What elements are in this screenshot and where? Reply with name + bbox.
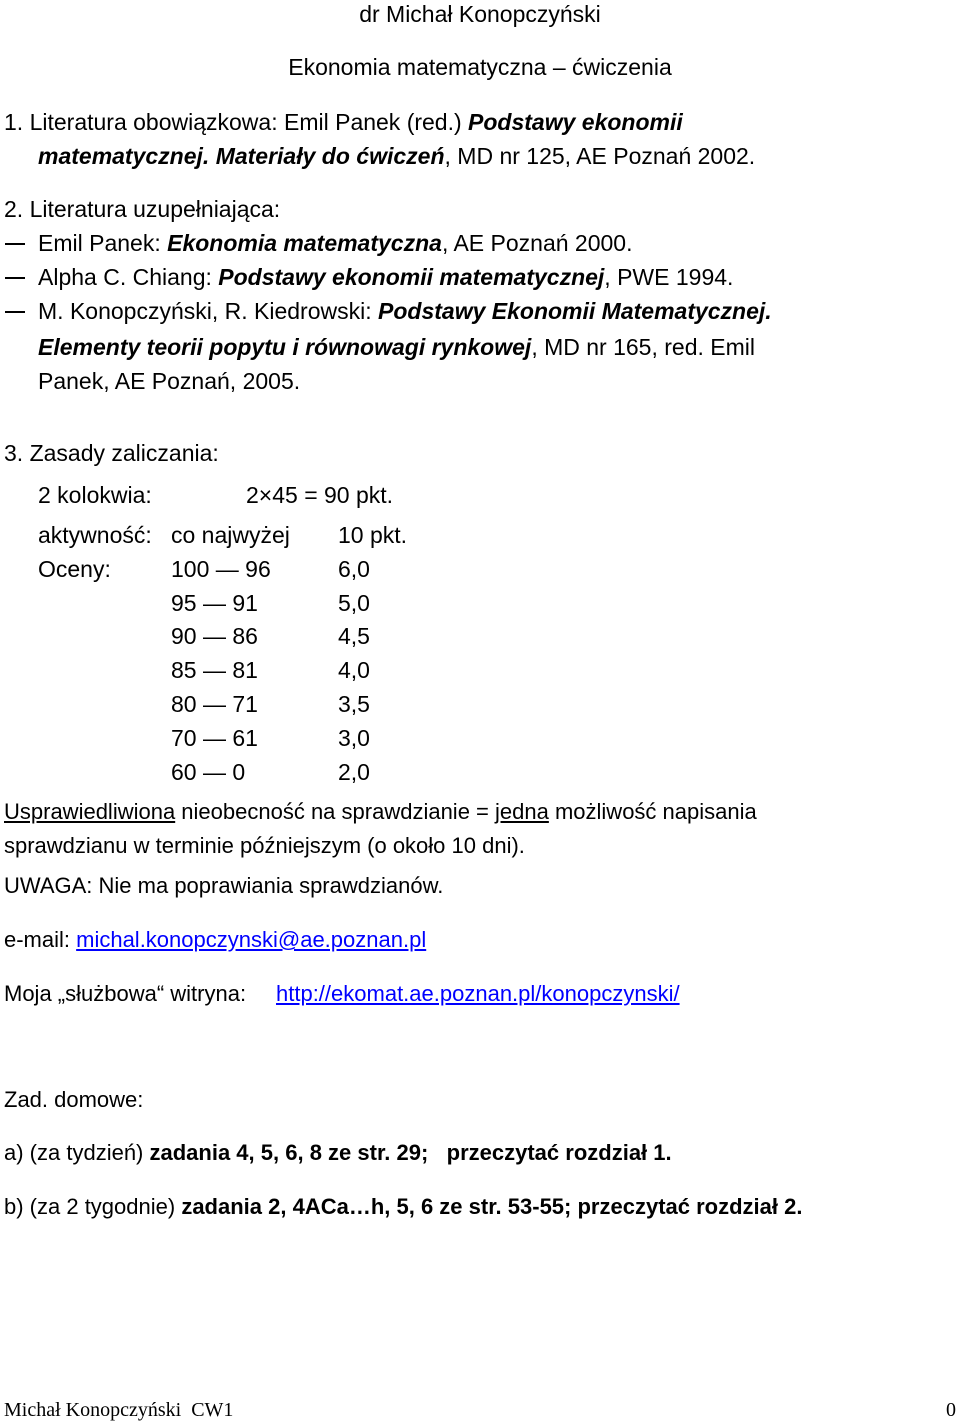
site-link-wrap: [276, 983, 680, 1005]
footer-left: Michał Konopczyński CW1: [4, 1399, 234, 1421]
required-literature-rest: , MD nr 125, AE Poznań 2002.: [444, 143, 756, 169]
absence-rule-cont: sprawdzianu w terminie późniejszym (o około 10 dni).: [4, 833, 525, 858]
grade-value: 3,0: [338, 725, 370, 751]
grade-value: 6,0: [338, 556, 370, 582]
absence-rule: [4, 801, 757, 823]
homework-b-lead: b) (za 2 tygodnie): [4, 1194, 182, 1219]
list-item: [38, 266, 733, 289]
grade-value: 4,5: [338, 623, 370, 649]
required-literature-lead: 1. Literatura obowiązkowa: Emil Panek (red.): [4, 109, 469, 135]
aktywnosc-mid: co najwyżej: [171, 522, 290, 548]
list-dash-icon: [5, 243, 25, 245]
grade-range: 80 — 71: [171, 691, 258, 717]
required-literature: [4, 111, 683, 134]
list-item-cont: Panek, AE Poznań, 2005.: [38, 368, 301, 394]
email-line: [4, 929, 426, 951]
grade-value: 5,0: [338, 590, 370, 616]
grade-value: 4,0: [338, 657, 370, 683]
item-title: Ekonomia matematyczna: [167, 230, 442, 256]
homework-a: [4, 1142, 672, 1164]
required-literature-title-a: Podstawy ekonomii: [468, 109, 683, 135]
item-rest: , AE Poznań 2000.: [441, 230, 633, 256]
grade-value: 3,5: [338, 691, 370, 717]
absence-end: możliwość napisania: [548, 799, 757, 824]
supplementary-heading: 2. Literatura uzupełniająca:: [4, 196, 281, 222]
item-title: Podstawy ekonomii matematycznej: [218, 264, 605, 290]
list-item: [38, 300, 772, 323]
site-link[interactable]: http://ekomat.ae.poznan.pl/konopczynski/: [276, 981, 680, 1006]
item-title-2: Elementy teorii popytu i równowagi rynkowej: [38, 334, 532, 360]
aktywnosc-label: aktywność:: [38, 522, 152, 548]
item-author: Alpha C. Chiang:: [38, 264, 219, 290]
kolokwia-value: 2×45 = 90 pkt.: [246, 482, 394, 508]
grade-range: 100 — 96: [171, 556, 271, 582]
list-item-cont: [38, 336, 755, 359]
grade-range: 85 — 81: [171, 657, 258, 683]
list-dash-icon: [5, 311, 25, 313]
oceny-label: Oceny:: [38, 556, 111, 582]
site-label: Moja „służbowa“ witryna:: [4, 981, 247, 1006]
item-author: M. Konopczyński, R. Kiedrowski:: [38, 298, 379, 324]
item-author: Emil Panek:: [38, 230, 168, 256]
item-rest-2: , MD nr 165, red. Emil: [531, 334, 755, 360]
item-rest: , PWE 1994.: [604, 264, 734, 290]
grade-range: 70 — 61: [171, 725, 258, 751]
list-dash-icon: [5, 277, 25, 279]
email-link[interactable]: michal.konopczynski@ae.poznan.pl: [76, 927, 427, 952]
grade-range: 90 — 86: [171, 623, 258, 649]
kolokwia-label: 2 kolokwia:: [38, 482, 152, 508]
list-item: [38, 232, 632, 255]
warning-text: UWAGA: Nie ma poprawiania sprawdzianów.: [4, 873, 444, 898]
item-title: Podstawy Ekonomii Matematycznej.: [378, 298, 772, 324]
homework-b: [4, 1196, 802, 1218]
homework-heading: Zad. domowe:: [4, 1087, 144, 1112]
absence-mid: nieobecność na sprawdzianie =: [175, 799, 496, 824]
grade-range: 95 — 91: [171, 590, 258, 616]
grade-range: 60 — 0: [171, 759, 246, 785]
absence-underlined-1: Usprawiedliwiona: [4, 799, 176, 824]
homework-b-tasks: zadania 2, 4ACa…h, 5, 6 ze str. 53-55; przeczytać rozdział 2.: [181, 1194, 803, 1219]
author-heading: dr Michał Konopczyński: [359, 1, 601, 27]
required-literature-title-b: matematycznej. Materiały do ćwiczeń: [38, 143, 445, 169]
absence-underlined-2: jedna: [495, 799, 549, 824]
homework-a-tasks: zadania 4, 5, 6, 8 ze str. 29; przeczytać rozdział 1.: [149, 1140, 672, 1165]
aktywnosc-value: 10 pkt.: [338, 522, 408, 548]
homework-a-lead: a) (za tydzień): [4, 1140, 150, 1165]
email-label: e-mail:: [4, 927, 77, 952]
course-title: Ekonomia matematyczna – ćwiczenia: [288, 54, 672, 80]
grading-heading: 3. Zasady zaliczania:: [4, 440, 219, 466]
grade-value: 2,0: [338, 759, 370, 785]
page-number: 0: [946, 1399, 956, 1421]
required-literature-cont: [38, 145, 755, 168]
